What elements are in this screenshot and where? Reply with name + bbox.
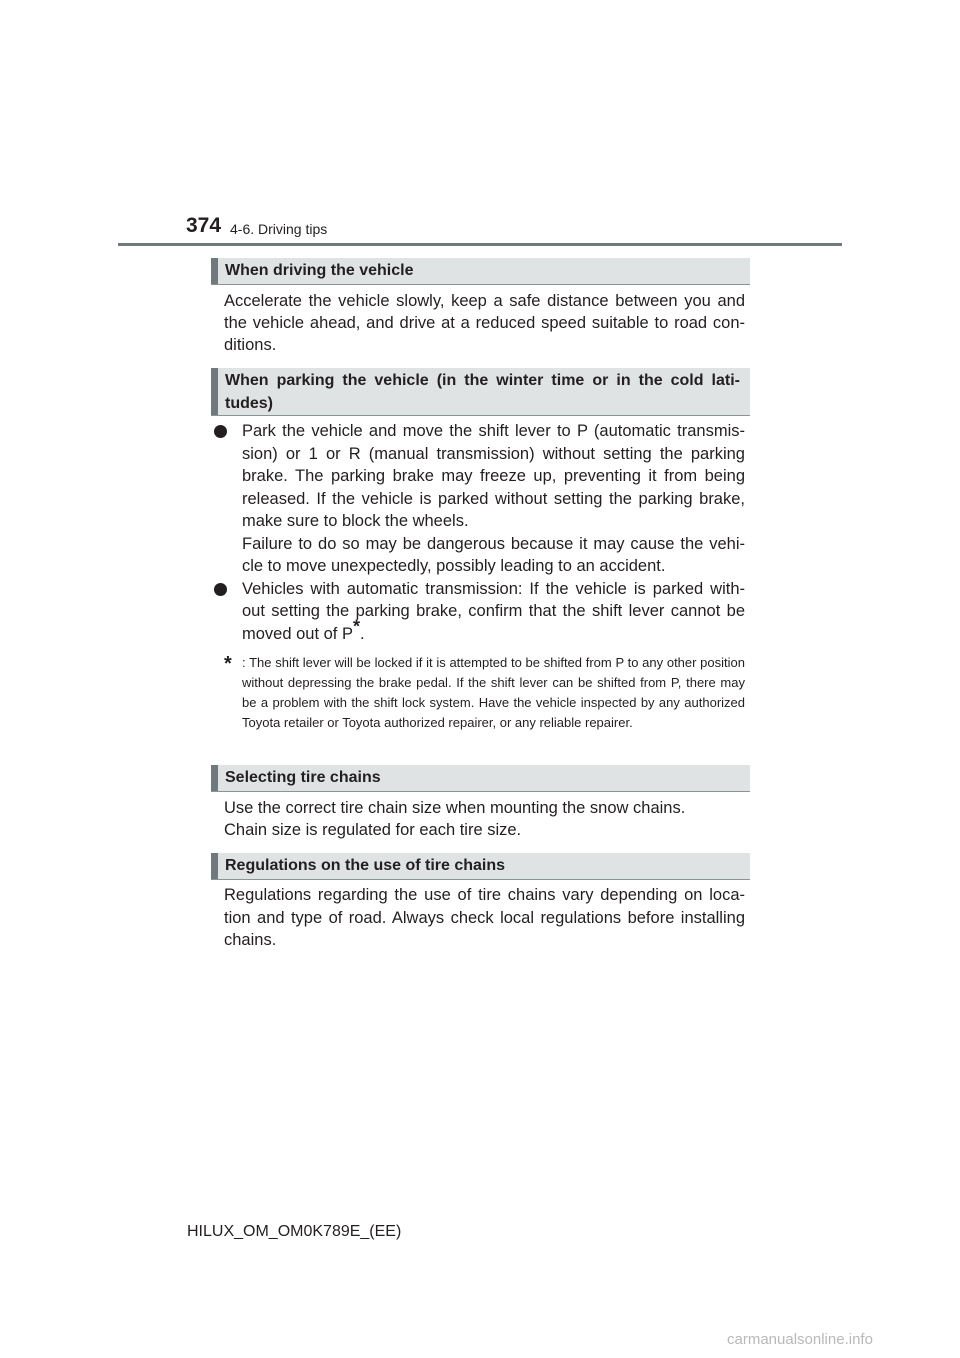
bullet-item bbox=[211, 578, 745, 646]
driving-body: Accelerate the vehicle slowly, keep a safe distance between you and the vehicle ahead, and drive at a reduced speed suitable to road con- ditions. bbox=[224, 292, 745, 354]
heading-regulations-text: Regulations on the use of tire chains bbox=[225, 857, 506, 874]
parking-bullets bbox=[211, 420, 745, 645]
bullet-text-end: . bbox=[360, 624, 365, 643]
footnote-text: : The shift lever will be locked if it is attempted to be shifted from P to any other position without depressing the brake pedal. If the shift lever can be shifted from P, there may be a problem with the shift lock system. Have the vehicle inspected by any authorized Toyota retailer or Toyota authorized repairer, or any reliable repairer. bbox=[242, 655, 745, 730]
heading-parking-line1: When parking the vehicle (in the winter time or in the cold lati- bbox=[225, 372, 740, 389]
bullet-dot-icon bbox=[214, 425, 227, 438]
footnote-star: * bbox=[224, 653, 232, 675]
bullet-dot-icon bbox=[214, 583, 227, 596]
heading-selecting bbox=[211, 765, 750, 792]
document-code: HILUX_OM_OM0K789E_(EE) bbox=[187, 1223, 402, 1240]
heading-parking bbox=[211, 368, 750, 416]
bullet-text: Vehicles with automatic transmission: If the vehicle is parked with- out setting the parking brake, confirm that the shift lever cannot be moved out of P bbox=[242, 579, 745, 643]
selecting-body bbox=[224, 797, 745, 841]
page-number: 374 bbox=[186, 214, 222, 237]
heading-regulations bbox=[211, 853, 750, 880]
regulations-body: Regulations regarding the use of tire chains vary depending on loca- tion and type of road. Always check local regulations before installing chains. bbox=[224, 886, 745, 949]
bullet-continuation-text: Failure to do so may be dangerous because it may cause the vehi- cle to move unexpectedly, possibly leading to an accident. bbox=[242, 534, 745, 575]
heading-driving-text: When driving the vehicle bbox=[225, 262, 414, 279]
heading-parking-line2: tudes) bbox=[225, 395, 273, 412]
bullet-item bbox=[211, 420, 745, 533]
bullet-continuation bbox=[211, 533, 745, 578]
header-rule bbox=[118, 243, 842, 246]
watermark: carmanualsonline.info bbox=[727, 1331, 873, 1348]
heading-driving bbox=[211, 258, 750, 285]
heading-selecting-text: Selecting tire chains bbox=[225, 769, 381, 786]
bullet-text: Park the vehicle and move the shift lever to P (automatic transmis- sion) or 1 or R (manual transmission) without setting the parking brake. The parking brake may freeze up, preventing it from being released. If the vehicle is parked without setting the parking brake, make sure to block the wheels. bbox=[242, 422, 745, 530]
footnote bbox=[224, 653, 745, 733]
selecting-line2: Chain size is regulated for each tire size. bbox=[224, 821, 522, 839]
section-title: 4-6. Driving tips bbox=[230, 221, 328, 237]
footnote-marker: * bbox=[352, 616, 360, 636]
selecting-line1: Use the correct tire chain size when mounting the snow chains. bbox=[224, 799, 686, 817]
